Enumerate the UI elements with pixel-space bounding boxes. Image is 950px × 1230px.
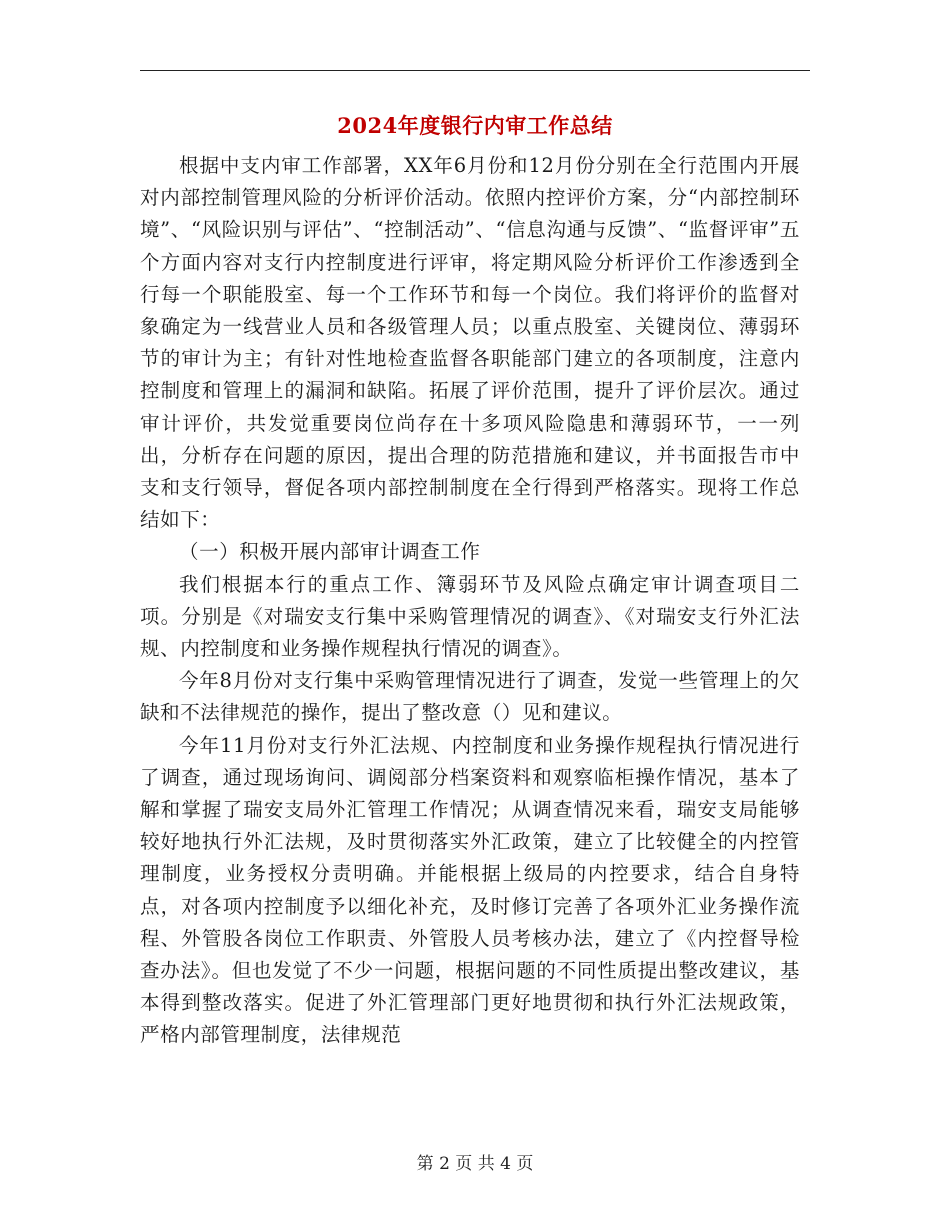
paragraph-august-survey: 今年8月份对支行集中采购管理情况进行了调查，发觉一些管理上的欠缺和不法律规范的操作，提出了整改意（）见和建议。 [140,669,800,725]
document-body [140,150,800,1052]
page-number: 第 2 页 共 4 页 [416,1154,534,1174]
header-rule [140,70,810,71]
paragraph-intro: 根据中支内审工作部署，XX年6月份和12月份分别在全行范围内开展对内部控制管理风险的分析评价活动。依照内控评价方案，分“内部控制环境”、“风险识别与评估”、“控制活动”、“信息沟通与反馈”、“监督评审”五个方面内容对支行内控制度进行评审，将定期风险分析评价工作渗透到全行每一个职能股室、每一个工作环节和每一个岗位。我们将评价的监督对象确定为一线营业人员和各级管理人员；以重点股室、关键岗位、薄弱环节的审计为主；有针对性地检查监督各职能部门建立的各项制度，注意内控制度和管理上的漏洞和缺陷。拓展了评价范围，提升了评价层次。通过审计评价，共发觉重要岗位尚存在十多项风险隐患和薄弱环节，一一列出，分析存在问题的原因，提出合理的防范措施和建议，并书面报告市中支和支行领导，督促各项内部控制制度在全行得到严格落实。现将工作总结如下： [140,154,800,532]
document-title: 2024年度银行内审工作总结 [337,113,613,138]
section-heading: （一）积极开展内部审计调查工作 [179,540,481,564]
paragraph-projects: 我们根据本行的重点工作、簿弱环节及风险点确定审计调查项目二项。分别是《对瑞安支行集中采购管理情况的调查》、《对瑞安支行外汇法规、内控制度和业务操作规程执行情况的调查》。 [140,572,800,661]
page-footer [0,1152,950,1176]
paragraph-november-survey: 今年11月份对支行外汇法规、内控制度和业务操作规程执行情况进行了调查，通过现场询问、调阅部分档案资料和观察临柜操作情况，基本了解和掌握了瑞安支局外汇管理工作情况；从调查情况来看，瑞安支局能够较好地执行外汇法规，及时贯彻落实外汇政策，建立了比较健全的内控管理制度，业务授权分责明确。并能根据上级局的内控要求，结合自身特点，对各项内控制度予以细化补充，及时修订完善了各项外汇业务操作流程、外管股各岗位工作职责、外管股人员考核办法，建立了《内控督导检查办法》。但也发觉了不少一问题，根据问题的不同性质提出整改建议，基本得到整改落实。促进了外汇管理部门更好地贯彻和执行外汇法规政策，严格内部管理制度，法律规范 [140,733,800,1047]
